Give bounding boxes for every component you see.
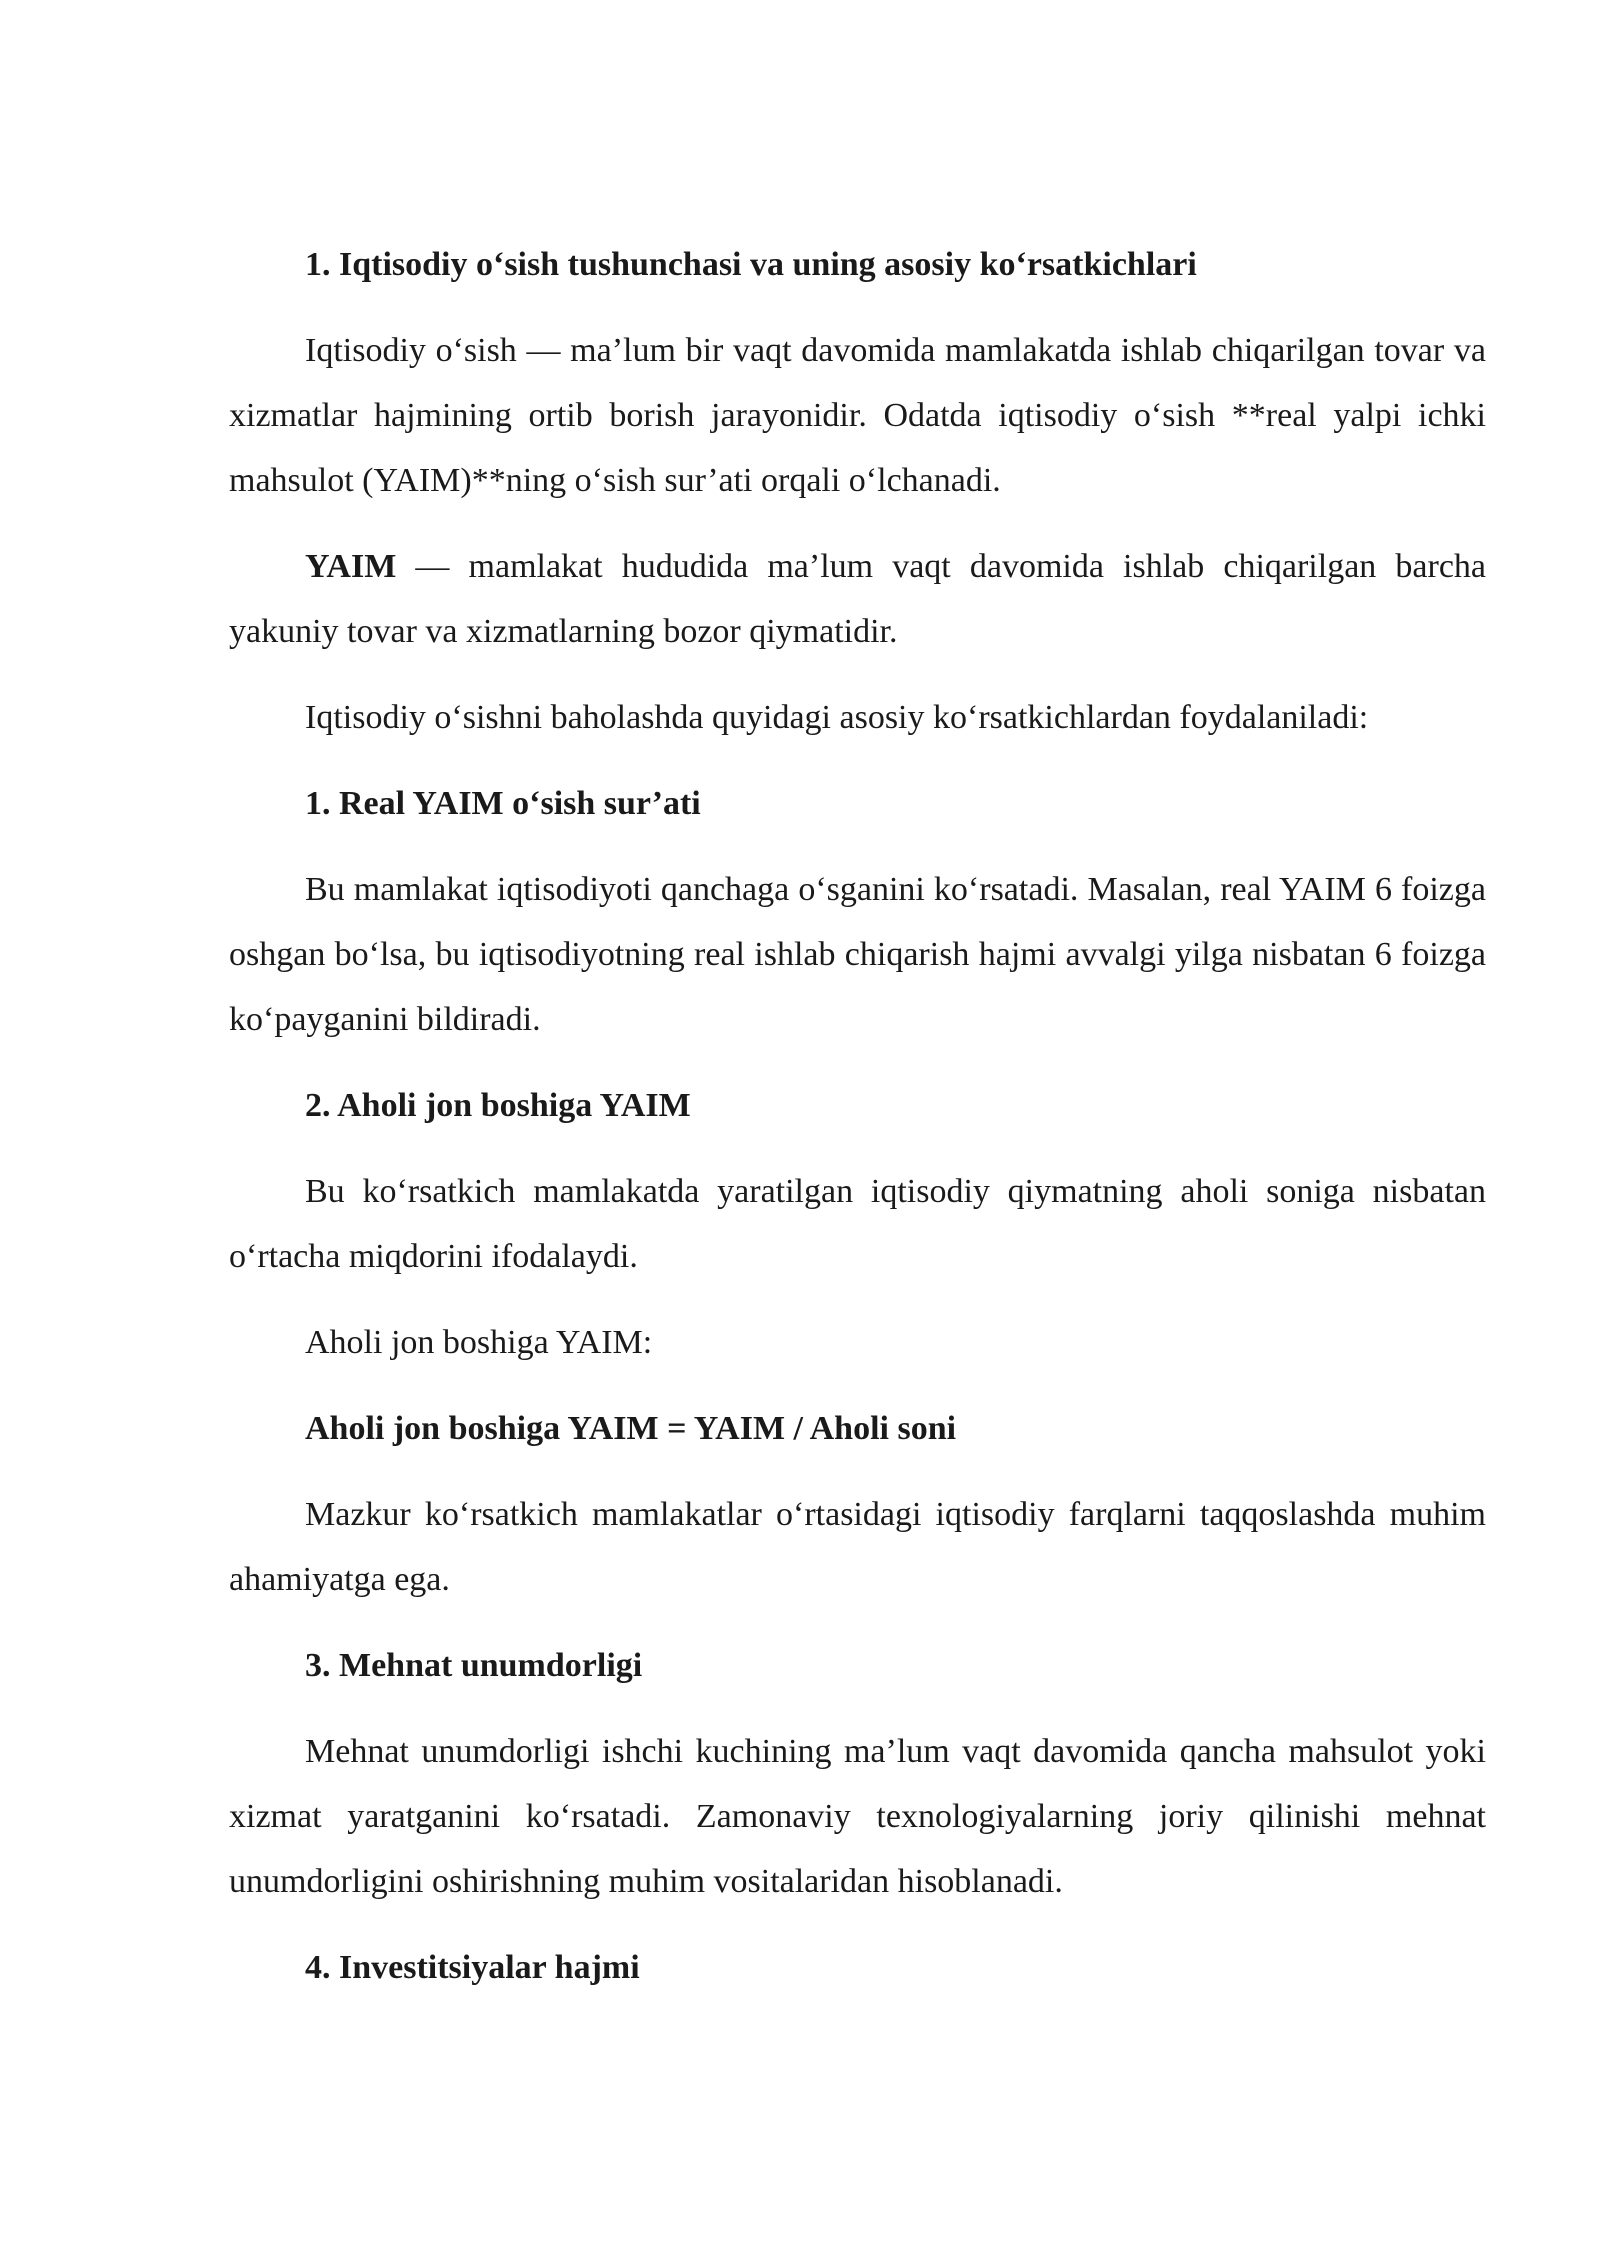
section3-paragraph: Mehnat unumdorligi ishchi kuchining ma’lum vaqt davomida qancha mahsulot yoki xizmat yaratganini ko‘rsatadi. Zamonaviy texnologiyalarning joriy qilinishi mehnat unumdorligini oshirishning muhim vositalaridan hisoblanadi.: [229, 1733, 1486, 1900]
section1-heading: 1. Real YAIM o‘sish sur’ati: [305, 785, 701, 822]
section2-paragraph: Bu ko‘rsatkich mamlakatda yaratilgan iqtisodiy qiymatning aholi soniga nisbatan o‘rtacha miqdorini ifodalaydi.: [229, 1173, 1486, 1275]
yaim-definition-text: — mamlakat hududida ma’lum vaqt davomida ishlab chiqarilgan barcha yakuniy tovar va xizmatlarning bozor qiymatidir.: [229, 548, 1486, 650]
intro-paragraph: Iqtisodiy o‘sish — ma’lum bir vaqt davomida mamlakatda ishlab chiqarilgan tovar va xizmatlar hajmining ortib borish jarayonidir. Odatda iqtisodiy o‘sish **real yalpi ichki mahsulot (YAIM)**ning o‘sish sur’ati orqali o‘lchanadi.: [229, 332, 1486, 499]
section4-heading: 4. Investitsiyalar hajmi: [305, 1949, 640, 1986]
page-title: 1. Iqtisodiy o‘sish tushunchasi va uning asosiy ko‘rsatkichlari: [305, 246, 1197, 283]
section2-note-paragraph: Mazkur ko‘rsatkich mamlakatlar o‘rtasidagi iqtisodiy farqlarni taqqoslashda muhim ahamiyatga ega.: [229, 1496, 1486, 1598]
section3-heading: 3. Mehnat unumdorligi: [305, 1647, 643, 1684]
formula: Aholi jon boshiga YAIM = YAIM / Aholi soni: [305, 1410, 957, 1447]
section2-heading: 2. Aholi jon boshiga YAIM: [305, 1087, 691, 1124]
formula-label: Aholi jon boshiga YAIM:: [305, 1324, 653, 1361]
yaim-definition-paragraph: [229, 534, 1486, 664]
yaim-term: YAIM: [305, 548, 397, 585]
section1-paragraph: Bu mamlakat iqtisodiyoti qanchaga o‘sganini ko‘rsatadi. Masalan, real YAIM 6 foizga oshgan bo‘lsa, bu iqtisodiyotning real ishlab chiqarish hajmi avvalgi yilga nisbatan 6 foizga ko‘payganini bildiradi.: [229, 871, 1486, 1038]
document-body: [229, 232, 1486, 2021]
indicators-intro-paragraph: Iqtisodiy o‘sishni baholashda quyidagi asosiy ko‘rsatkichlardan foydalaniladi:: [305, 699, 1369, 736]
